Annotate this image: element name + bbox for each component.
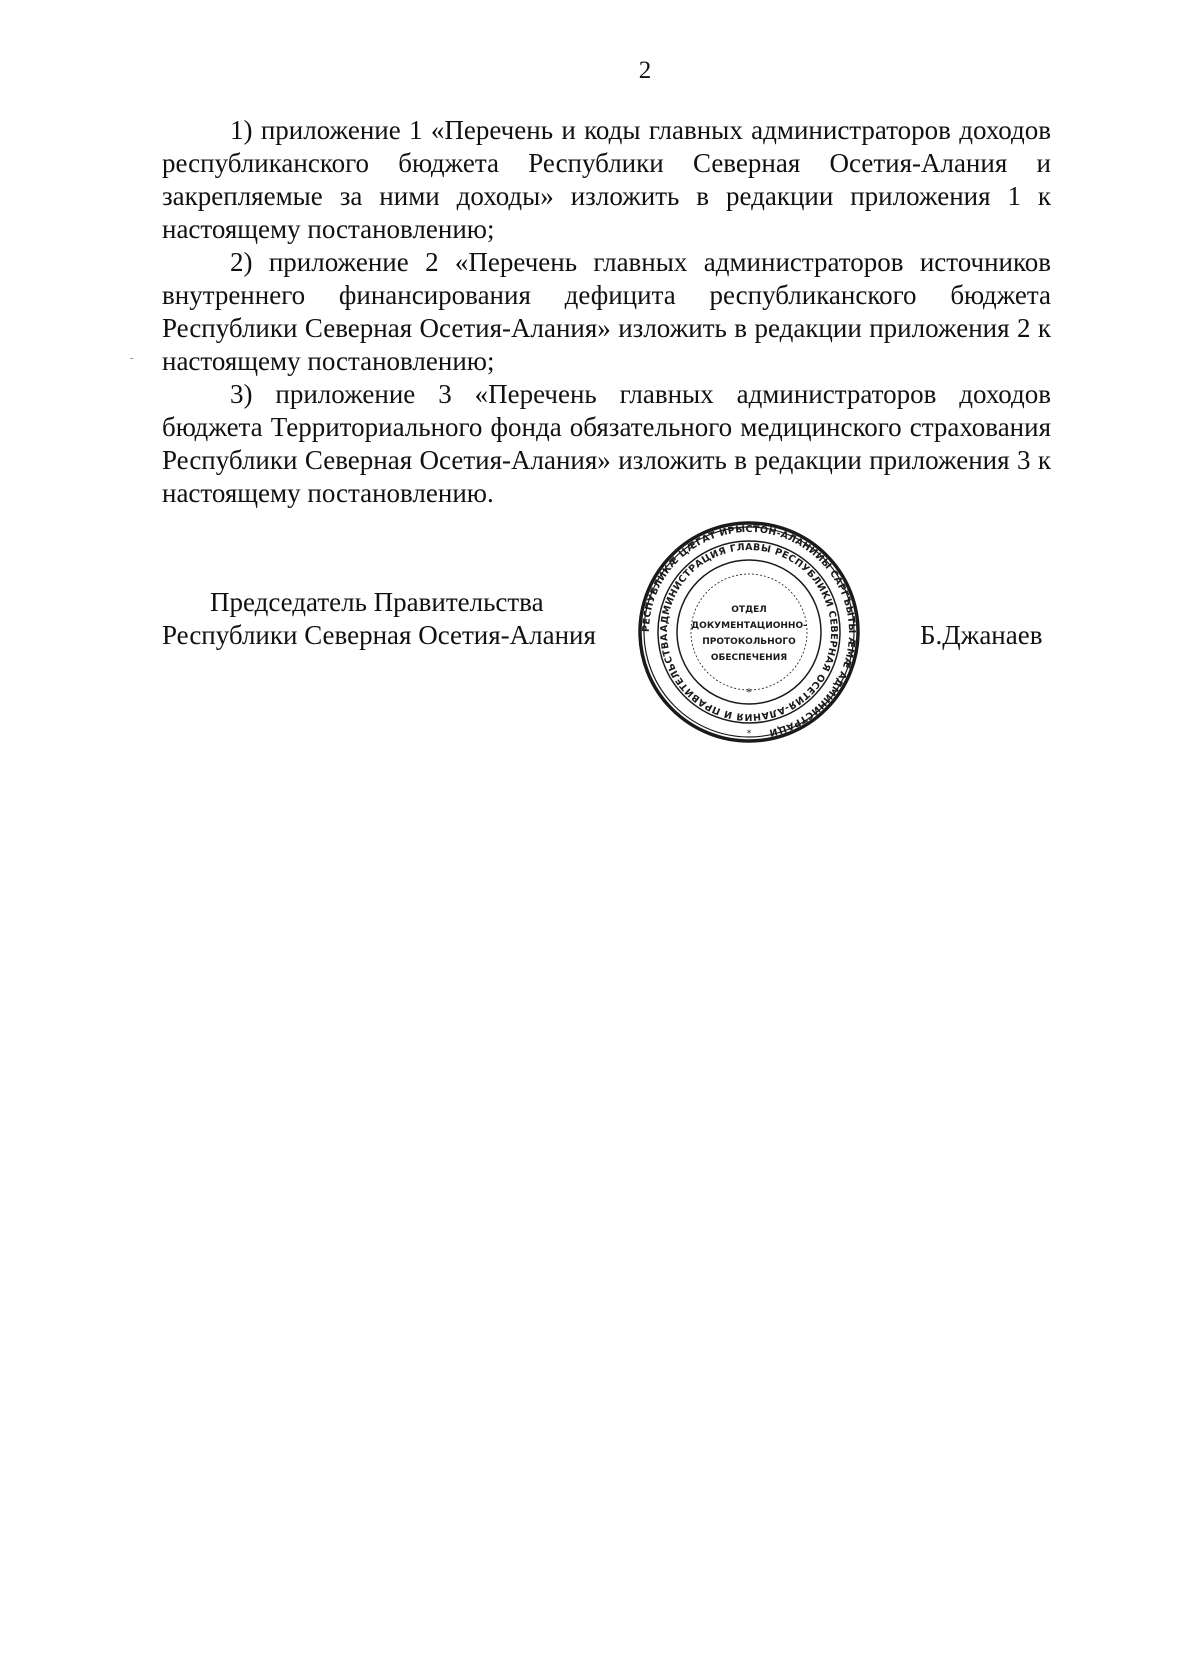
paragraph-item-2: 2) приложение 2 «Перечень главных администраторов источников внутреннего финансирования дефицита республиканского бюджета Республики Северная Осетия-Алания» изложить в редакции приложения 2 к настоящему постановлению;: [162, 247, 1051, 376]
page-number: 2: [638, 57, 652, 84]
seal-center-line-2: ДОКУМЕНТАЦИОННО-: [691, 621, 807, 631]
seal-center-line-3: ПРОТОКОЛЬНОГО: [702, 637, 796, 647]
position-line-2: Республики Северная Осетия-Алания: [162, 620, 596, 650]
paragraph-item-1: 1) приложение 1 «Перечень и коды главных администраторов доходов республиканского бюджета Республики Северная Осетия-Алания и закрепляемые за ними доходы» изложить в редакции приложения 1 к настоящему постановлению;: [162, 115, 1051, 244]
paragraph-item-3: 3) приложение 3 «Перечень главных администраторов доходов бюджета Территориального фонда обязательного медицинского страхования Республики Северная Осетия-Алания» изложить в редакции приложения 3 к настоящему постановлению.: [162, 379, 1051, 508]
seal-center-line-1: ОТДЕЛ: [731, 605, 767, 615]
official-seal-icon: [637, 520, 861, 744]
signatory-position: [162, 586, 602, 652]
document-body: [162, 114, 1051, 510]
seal-center-line-4: ОБЕСПЕЧЕНИЯ: [710, 653, 788, 663]
svg-text:*: *: [746, 729, 752, 739]
position-line-1: Председатель Правительства: [210, 587, 544, 617]
signatory-name: Б.Джанаев: [920, 620, 1043, 650]
seal-middle-text: АДМИНИСТРАЦИЯ ГЛАВЫ РЕСПУБЛИКИ СЕВЕРНАЯ ОСЕТИЯ-АЛАНИЯ И ПРАВИТЕЛЬСТВА: [658, 541, 840, 723]
svg-text:*: *: [746, 686, 752, 699]
scan-artifact: [130, 358, 133, 359]
seal-outer-text: РЕСПУБЛИКӔ ЦӔГАТ ИРЫСТОН-АЛАНИЙЫ САРГЪЫТЫ ӔМӔ АДМИНИСТРАЦИ: [640, 523, 858, 738]
